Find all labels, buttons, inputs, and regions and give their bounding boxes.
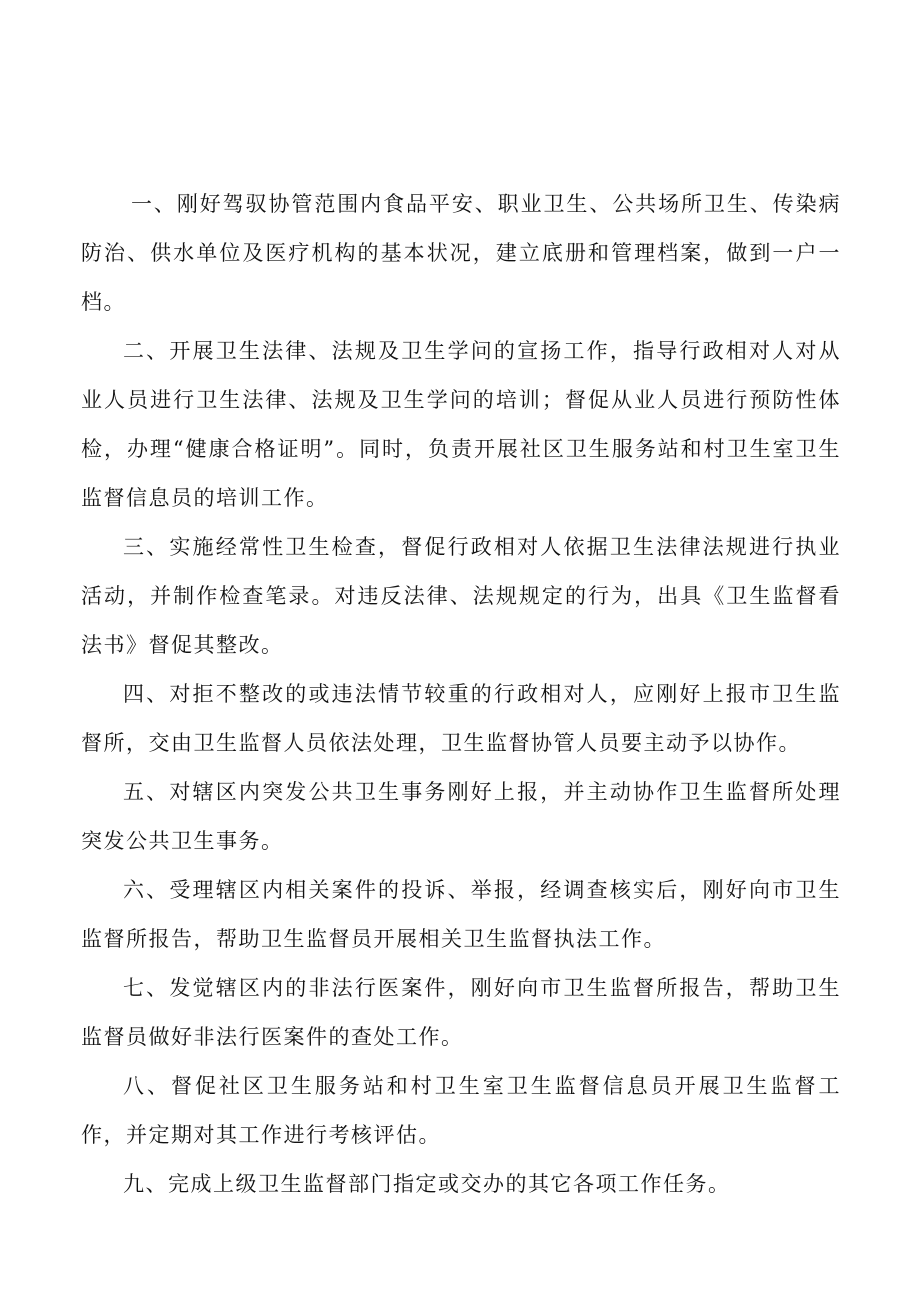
paragraph-3: 三、实施经常性卫生检查，督促行政相对人依据卫生法律法规进行执业活动，并制作检查笔录。对违反法律、法规规定的行为，出具《卫生监督看法书》督促其整改。 bbox=[81, 535, 841, 657]
paragraph-6: 六、受理辖区内相关案件的投诉、举报，经调查核实后，刚好向市卫生监督所报告，帮助卫生监督员开展相关卫生监督执法工作。 bbox=[81, 878, 841, 951]
document-body bbox=[81, 180, 841, 1209]
paragraph-1: 一、刚好驾驭协管范围内食品平安、职业卫生、公共场所卫生、传染病防治、供水单位及医疗机构的基本状况，建立底册和管理档案，做到一户一档。 bbox=[81, 192, 841, 314]
paragraph-7: 七、发觉辖区内的非法行医案件，刚好向市卫生监督所报告，帮助卫生监督员做好非法行医案件的查处工作。 bbox=[81, 976, 841, 1049]
paragraph-2: 二、开展卫生法律、法规及卫生学问的宣扬工作，指导行政相对人对从业人员进行卫生法律、法规及卫生学问的培训；督促从业人员进行预防性体检，办理“健康合格证明”。同时，负责开展社区卫生服务站和村卫生室卫生监督信息员的培训工作。 bbox=[81, 339, 841, 510]
paragraph-8: 八、督促社区卫生服务站和村卫生室卫生监督信息员开展卫生监督工作，并定期对其工作进行考核评估。 bbox=[81, 1074, 841, 1147]
paragraph-9: 九、完成上级卫生监督部门指定或交办的其它各项工作任务。 bbox=[123, 1172, 731, 1196]
paragraph-4: 四、对拒不整改的或违法情节较重的行政相对人，应刚好上报市卫生监督所，交由卫生监督人员依法处理，卫生监督协管人员要主动予以协作。 bbox=[81, 682, 841, 755]
paragraph-5: 五、对辖区内突发公共卫生事务刚好上报，并主动协作卫生监督所处理突发公共卫生事务。 bbox=[81, 780, 841, 853]
